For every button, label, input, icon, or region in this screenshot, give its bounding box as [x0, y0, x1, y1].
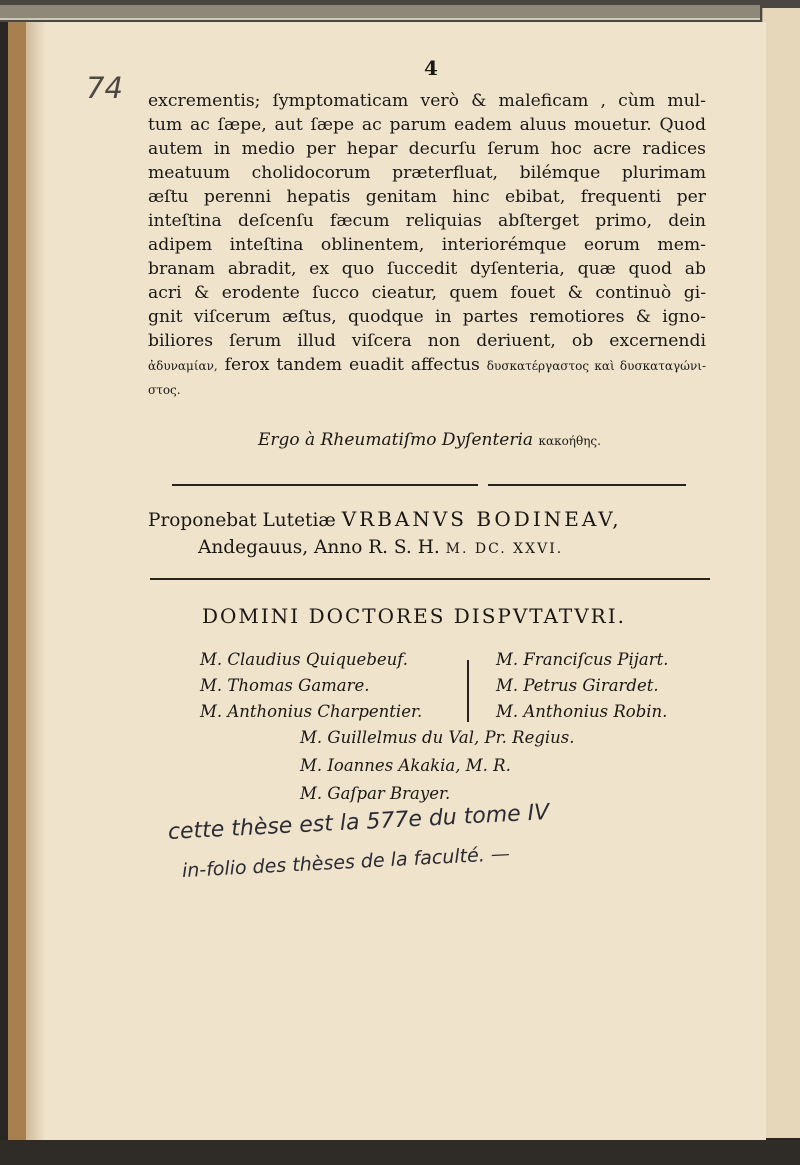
- doctor-right: M. Petrus Girardet.: [496, 676, 659, 695]
- conclusion-greek: κακοήθης.: [538, 434, 601, 448]
- proponebat-text: Proponebat Lutetiæ: [148, 510, 336, 531]
- body-line: branam abradit, ex quo ſuccedit dyſenteria, quæ quod ab: [148, 259, 706, 279]
- book-top-edge: [0, 0, 800, 22]
- book-bottom-edge: [0, 1140, 800, 1165]
- conclusion-text: Ergo à Rheumatiſmo Dyſenteria: [258, 430, 534, 450]
- body-line: meatuum cholidocorum præterfluat, bilémque plurimam: [148, 163, 706, 183]
- divider-left: [172, 484, 478, 486]
- date-prefix: Andegauus, Anno R. S. H.: [198, 537, 440, 558]
- doctor-right: M. Anthonius Robin.: [496, 702, 668, 721]
- body-line: excrementis; ſymptomaticam verò & maleficam , cùm mul-: [148, 91, 706, 111]
- body-text: [148, 89, 706, 402]
- proponebat-line-2: [148, 534, 622, 563]
- date-year: M. DC. XXVI.: [445, 541, 564, 557]
- divider-full: [150, 578, 710, 580]
- body-line: acri & erodente ſucco cieatur, quem fouet & continuò gi-: [148, 283, 706, 303]
- margin-note: 74: [86, 71, 123, 105]
- signature-mark: 4: [424, 56, 438, 80]
- body-line: biliores ſerum illud viſcera non deriuent, ob excernendi: [148, 331, 706, 351]
- body-line: adipem inteſtina oblinentem, interiorémque eorum mem-: [148, 235, 706, 255]
- doctor-center: M. Ioannes Akakia, M. R.: [300, 756, 511, 775]
- next-page-edge: [762, 8, 800, 1138]
- doctors-heading: DOMINI DOCTORES DISPVTATVRI.: [202, 604, 626, 628]
- handwritten-note-line-2: in-folio des thèses de la faculté. —: [181, 842, 511, 882]
- greek-continuation: στος.: [148, 383, 181, 397]
- doctor-left: M. Anthonius Charpentier.: [200, 702, 423, 721]
- page-top-edge: [0, 5, 760, 20]
- conclusion: [258, 430, 601, 450]
- handwritten-note-line-1: cette thèse est la 577e du tome IV: [167, 800, 550, 845]
- body-line: gnit viſcerum æſtus, quodque in partes remotiores & igno-: [148, 307, 706, 327]
- greek-word: ἀδυναμίαν,: [148, 359, 218, 373]
- author-name: VRBANVS BODINEAV,: [341, 507, 622, 531]
- greek-phrase: δυσκατέργαστος καὶ δυσκαταγώνι-: [486, 359, 706, 373]
- body-line: æſtu perenni hepatis genitam hinc ebibat, frequenti per: [148, 187, 706, 207]
- doctor-center: M. Guillelmus du Val, Pr. Regius.: [300, 728, 575, 747]
- body-line: tum ac ſæpe, aut ſæpe ac parum eadem aluus mouetur. Quod: [148, 115, 706, 135]
- body-line-greek: [148, 353, 706, 378]
- doctor-center: M. Gaſpar Brayer.: [300, 784, 451, 803]
- doctor-left: M. Claudius Quiquebeuf.: [200, 650, 409, 669]
- proponebat-block: [148, 506, 622, 563]
- doctor-right: M. Franciſcus Pijart.: [496, 650, 669, 669]
- latin-phrase: ferox tandem euadit affectus: [224, 355, 480, 375]
- column-separator: [467, 660, 469, 722]
- doctor-left: M. Thomas Gamare.: [200, 676, 370, 695]
- body-line: inteſtina deſcenſu fæcum reliquias abſterget primo, dein: [148, 211, 706, 231]
- proponebat-line-1: [148, 506, 622, 534]
- divider-right: [488, 484, 686, 486]
- body-line: autem in medio per hepar decurſu ſerum hoc acre radices: [148, 139, 706, 159]
